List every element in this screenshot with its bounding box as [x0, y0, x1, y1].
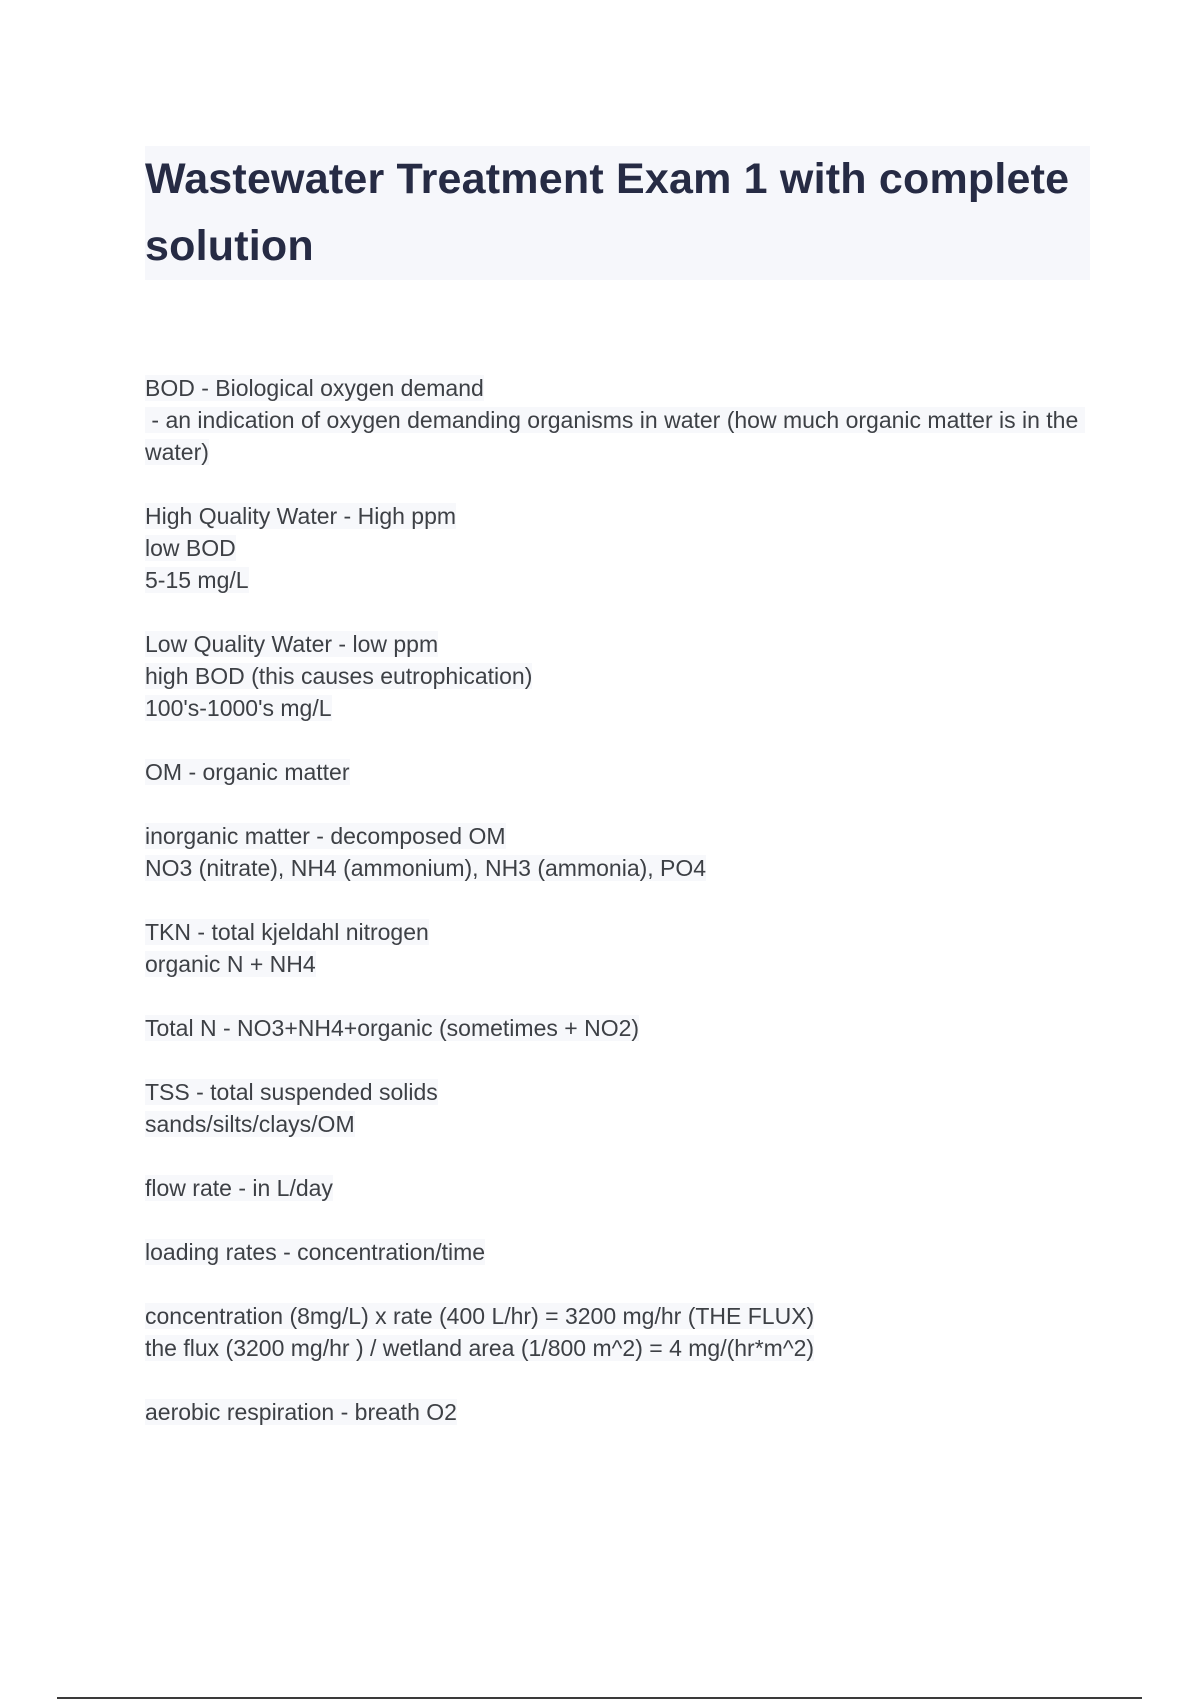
note-line: Total N - NO3+NH4+organic (sometimes + NO2): [145, 1015, 640, 1041]
note-block: [145, 1300, 1095, 1364]
note-block: [145, 500, 1095, 596]
note-line: low BOD: [145, 535, 236, 561]
note-line: BOD - Biological oxygen demand: [145, 375, 484, 401]
document-body: [145, 372, 1095, 1460]
note-line: aerobic respiration - breath O2: [145, 1399, 457, 1425]
note-line: High Quality Water - High ppm: [145, 503, 457, 529]
note-block: [145, 1396, 1095, 1428]
note-block: [145, 1172, 1095, 1204]
note-line: the flux (3200 mg/hr ) / wetland area (1/800 m^2) = 4 mg/(hr*m^2): [145, 1335, 815, 1361]
note-block: [145, 372, 1095, 468]
footer-divider: [57, 1697, 1142, 1699]
note-block: [145, 820, 1095, 884]
note-line: organic N + NH4: [145, 951, 316, 977]
note-block: [145, 916, 1095, 980]
note-line: Low Quality Water - low ppm: [145, 631, 439, 657]
note-block: [145, 628, 1095, 724]
note-line: 100's-1000's mg/L: [145, 695, 332, 721]
note-line: - an indication of oxygen demanding organisms in water (how much organic matter is in the water): [145, 407, 1085, 465]
note-block: [145, 756, 1095, 788]
note-line: concentration (8mg/L) x rate (400 L/hr) = 3200 mg/hr (THE FLUX): [145, 1303, 815, 1329]
note-line: loading rates - concentration/time: [145, 1239, 486, 1265]
note-block: [145, 1012, 1095, 1044]
page-title: Wastewater Treatment Exam 1 with complete solution: [145, 155, 1070, 270]
note-line: NO3 (nitrate), NH4 (ammonium), NH3 (ammonia), PO4: [145, 855, 707, 881]
note-line: 5-15 mg/L: [145, 567, 249, 593]
note-line: inorganic matter - decomposed OM: [145, 823, 506, 849]
note-line: TSS - total suspended solids: [145, 1079, 438, 1105]
note-line: TKN - total kjeldahl nitrogen: [145, 919, 429, 945]
title-banner: [145, 146, 1090, 280]
note-line: high BOD (this causes eutrophication): [145, 663, 533, 689]
note-line: sands/silts/clays/OM: [145, 1111, 355, 1137]
note-block: [145, 1236, 1095, 1268]
note-block: [145, 1076, 1095, 1140]
note-line: flow rate - in L/day: [145, 1175, 333, 1201]
note-line: OM - organic matter: [145, 759, 350, 785]
